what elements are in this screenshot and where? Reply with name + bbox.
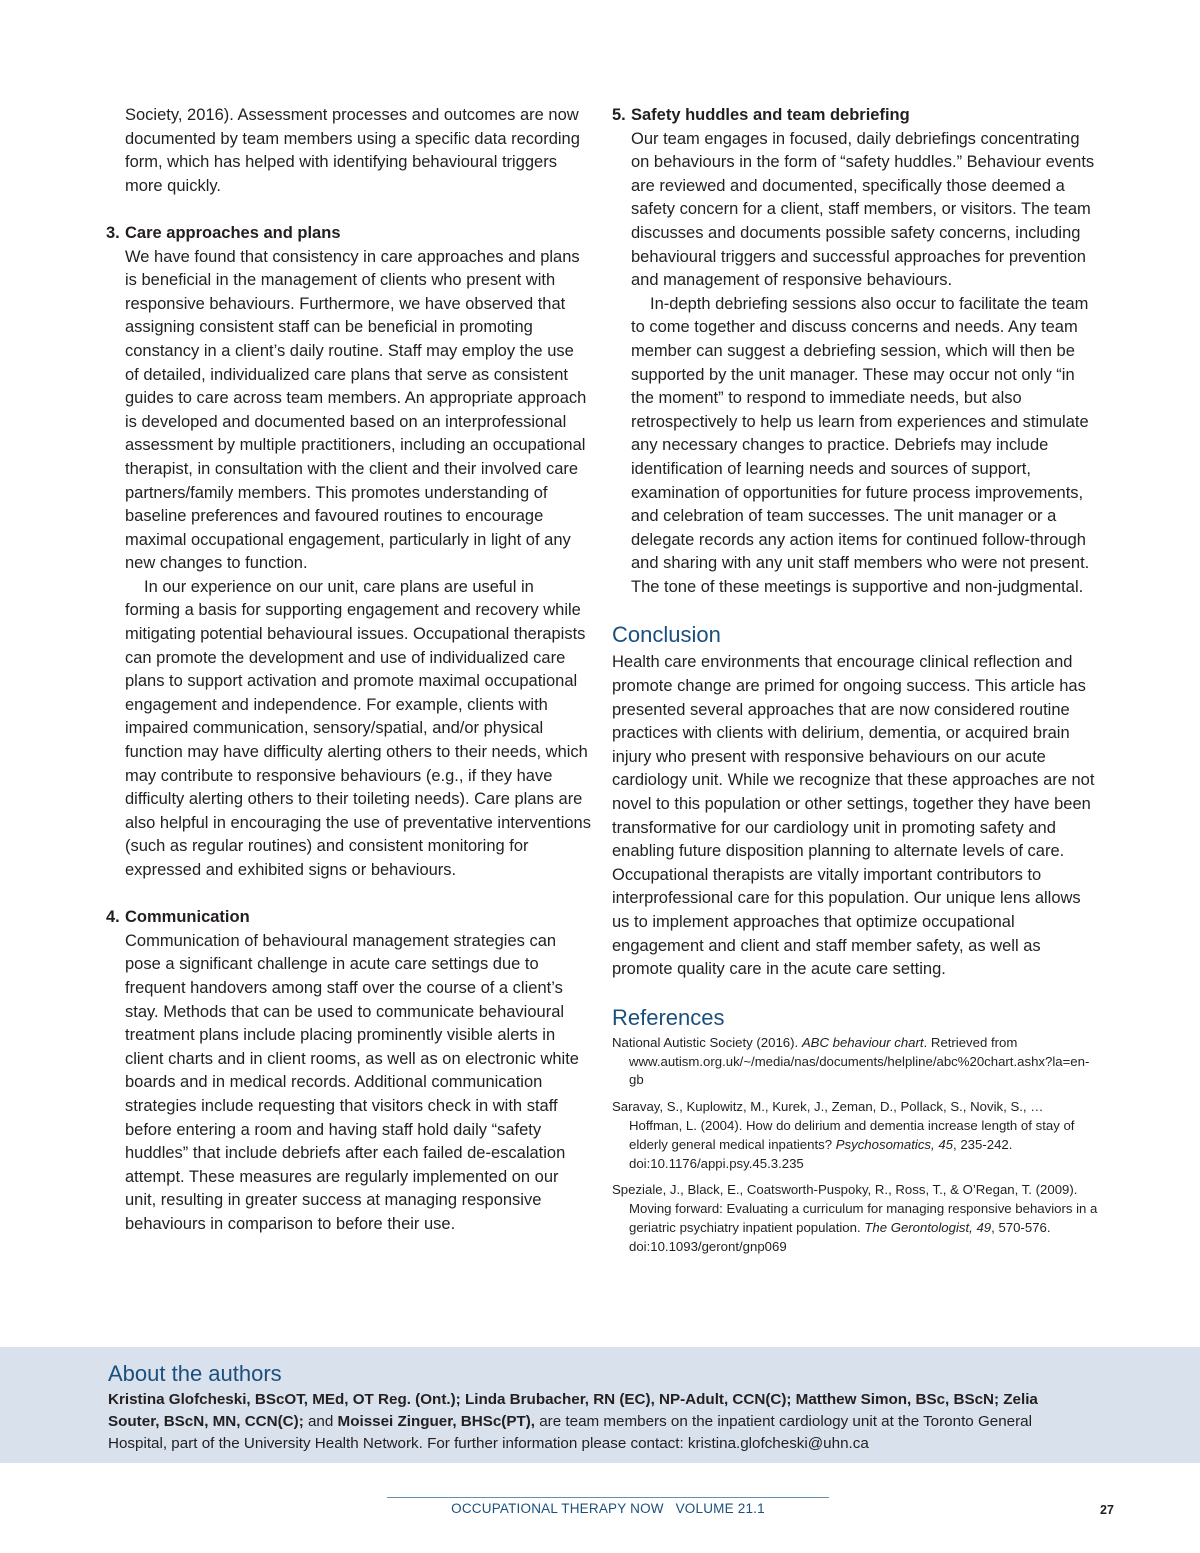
about-authors-text	[108, 1389, 1088, 1455]
section-3-title: Care approaches and plans	[125, 223, 341, 242]
reference-item	[612, 1181, 1098, 1256]
section-3-paragraph-1: We have found that consistency in care approaches and plans is beneficial in the management of clients who present with responsive behaviours. Furthermore, we have observed that assigning consistent staff can be beneficial in promoting constancy in a client’s daily routine. Staff may employ the use of detailed, individualized care plans that serve as consistent guides to care across team members. An appropriate approach is developed and documented based on an interprofessional assessment by multiple practitioners, including an occupational therapist, in consultation with the client and their involved care partners/family members. This promotes understanding of baseline preferences and favoured routines to encourage maximal occupational engagement, particularly in light of any new changes to function.	[125, 247, 587, 573]
section-3-paragraph-2: In our experience on our unit, care plans are useful in forming a basis for supporting engagement and recovery while mitigating potential behavioural issues. Occupational therapists can promote the development and use of individualized care plans to support activation and promote maximal occupational engagement and independence. For example, clients with impaired communication, sensory/spatial, and/or physical function may have difficulty alerting others to their needs, which may contribute to responsive behaviours (e.g., if they have difficulty alerting others to their toileting needs). Care plans are also helpful in encouraging the use of preventative interventions (such as regular routines) and consistent monitoring for expressed and exhibited signs or behaviours.	[125, 577, 591, 879]
section-5-paragraph-1: Our team engages in focused, daily debriefings concentrating on behaviours in the form of “safety huddles.” Behaviour events are reviewed and documented, specifically those deemed a safety concern for a client, staff members, or visitors. The team discusses and documents possible safety concerns, including behavioural triggers and successful approaches for prevention and management of responsive behaviours.	[631, 129, 1095, 290]
footer-rule	[387, 1497, 829, 1498]
reference-item	[612, 1034, 1098, 1090]
section-5-paragraph-2: In-depth debriefing sessions also occur to facilitate the team to come together and discuss concerns and needs. Any team member can suggest a debriefing session, which will then be supported by the unit manager. These may occur not only “in the moment” to respond to immediate needs, but also retrospectively to help us learn from experiences and stimulate any necessary changes to practice. Debriefs may include identification of learning needs and sources of support, examination of opportunities for future process improvements, and celebration of team successes. The unit manager or a delegate records any action items for continued follow-through and sharing with any unit staff members who were not present. The tone of these meetings is supportive and non-judgmental.	[631, 294, 1090, 596]
conclusion-text: Health care environments that encourage clinical reflection and promote change are primed for ongoing success. This article has presented several approaches that are now considered routine practices with clients with delirium, dementia, or acquired brain injury who present with responsive behaviours on our acute cardiology unit. While we recognize that these approaches are not novel to this population or other settings, together they have been transformative for our cardiology unit in promoting safety and enabling future disposition planning to alternate levels of care. Occupational therapists are vitally important contributors to interprofessional care for this population. Our unique lens allows us to implement approaches that optimize occupational engagement and client and staff member safety, as well as promote quality care in the acute care setting.	[612, 653, 1095, 979]
reference-2-text: Saravay, S., Kuplowitz, M., Kurek, J., Zeman, D., Pollack, S., Novik, S., … Hoffman, L. (2004). How do delirium and dementia increase length of stay of elderly general medical inpatients?	[612, 1099, 1075, 1152]
section-4-number: 4.	[106, 908, 120, 927]
reference-2-source: , 235-242. doi:10.1176/appi.psy.45.3.235	[629, 1136, 1013, 1171]
page-number: 27	[1100, 1503, 1114, 1517]
authors-connector: and	[303, 1413, 338, 1430]
reference-item	[612, 1098, 1098, 1173]
footer-journal: OCCUPATIONAL THERAPY NOW VOLUME 21.1	[451, 1501, 765, 1516]
section-5-heading	[612, 104, 1098, 128]
about-authors-heading: About the authors	[108, 1361, 282, 1386]
reference-1-title: ABC behaviour chart	[801, 1034, 924, 1050]
reference-3-source: , 570-576. doi:10.1093/geront/gnp069	[629, 1219, 1051, 1254]
authors-description: are team members on the inpatient cardiology unit at the Toronto General Hospital, part of the University Health Network. For further information please contact: kristina.glofcheski@uhn.ca	[108, 1413, 1032, 1452]
about-authors-content	[108, 1361, 1088, 1455]
reference-1-source: . Retrieved from www.autism.org.uk/~/media/nas/documents/helpline/abc%20chart.ashx?la=en-gb	[629, 1034, 1090, 1088]
section-4-paragraph-1: Communication of behavioural management strategies can pose a significant challenge in acute care settings due to frequent handovers among staff over the course of a client’s stay. Methods that can be used to communicate behavioural treatment plans include placing prominently visible alerts in client charts and in client rooms, as well as on electronic white boards and in medical records. Additional communication strategies include requesting that visitors check in with staff before entering a room and having staff hold daily “safety huddles” that include debriefs after each failed de-escalation attempt. These measures are regularly implemented on our unit, resulting in greater success at managing responsive behaviours in comparison to before their use.	[125, 931, 579, 1233]
section-5-number: 5.	[612, 106, 626, 124]
section-3-number: 3.	[106, 223, 120, 242]
section-3-heading	[106, 222, 592, 246]
section-4-title: Communication	[125, 908, 250, 927]
about-authors-box	[0, 1347, 1200, 1463]
authors-list: Kristina Glofcheski, BScOT, MEd, OT Reg. (Ont.); Linda Brubacher, RN (EC), NP-Adult, CCN(C); Matthew Simon, BSc, BScN; Zelia Souter, BScN, MN, CCN(C);	[108, 1391, 1038, 1430]
reference-1-text: National Autistic Society (2016).	[612, 1034, 802, 1050]
reference-3-text: Speziale, J., Black, E., Coatsworth-Puspoky, R., Ross, T., & O’Regan, T. (2009). Moving forward: Evaluating a curriculum for managing responsive behaviors in a geriatric psychiatry inpatient population.	[612, 1182, 1098, 1235]
reference-3-journal: The Gerontologist, 49	[864, 1219, 992, 1235]
section-5-title: Safety huddles and team debriefing	[631, 106, 910, 124]
references-heading: References	[612, 1004, 725, 1030]
right-column	[612, 104, 1098, 1265]
lead-paragraph: Society, 2016). Assessment processes and outcomes are now documented by team members using a specific data recording form, which has helped with identifying behavioural triggers more quickly.	[125, 106, 580, 195]
reference-2-journal: Psychosomatics, 45	[835, 1136, 954, 1152]
section-4-heading	[106, 906, 592, 930]
left-column	[106, 104, 592, 1237]
conclusion-heading: Conclusion	[612, 622, 721, 648]
last-author: Moissei Zinguer, BHSc(PT),	[337, 1413, 536, 1430]
